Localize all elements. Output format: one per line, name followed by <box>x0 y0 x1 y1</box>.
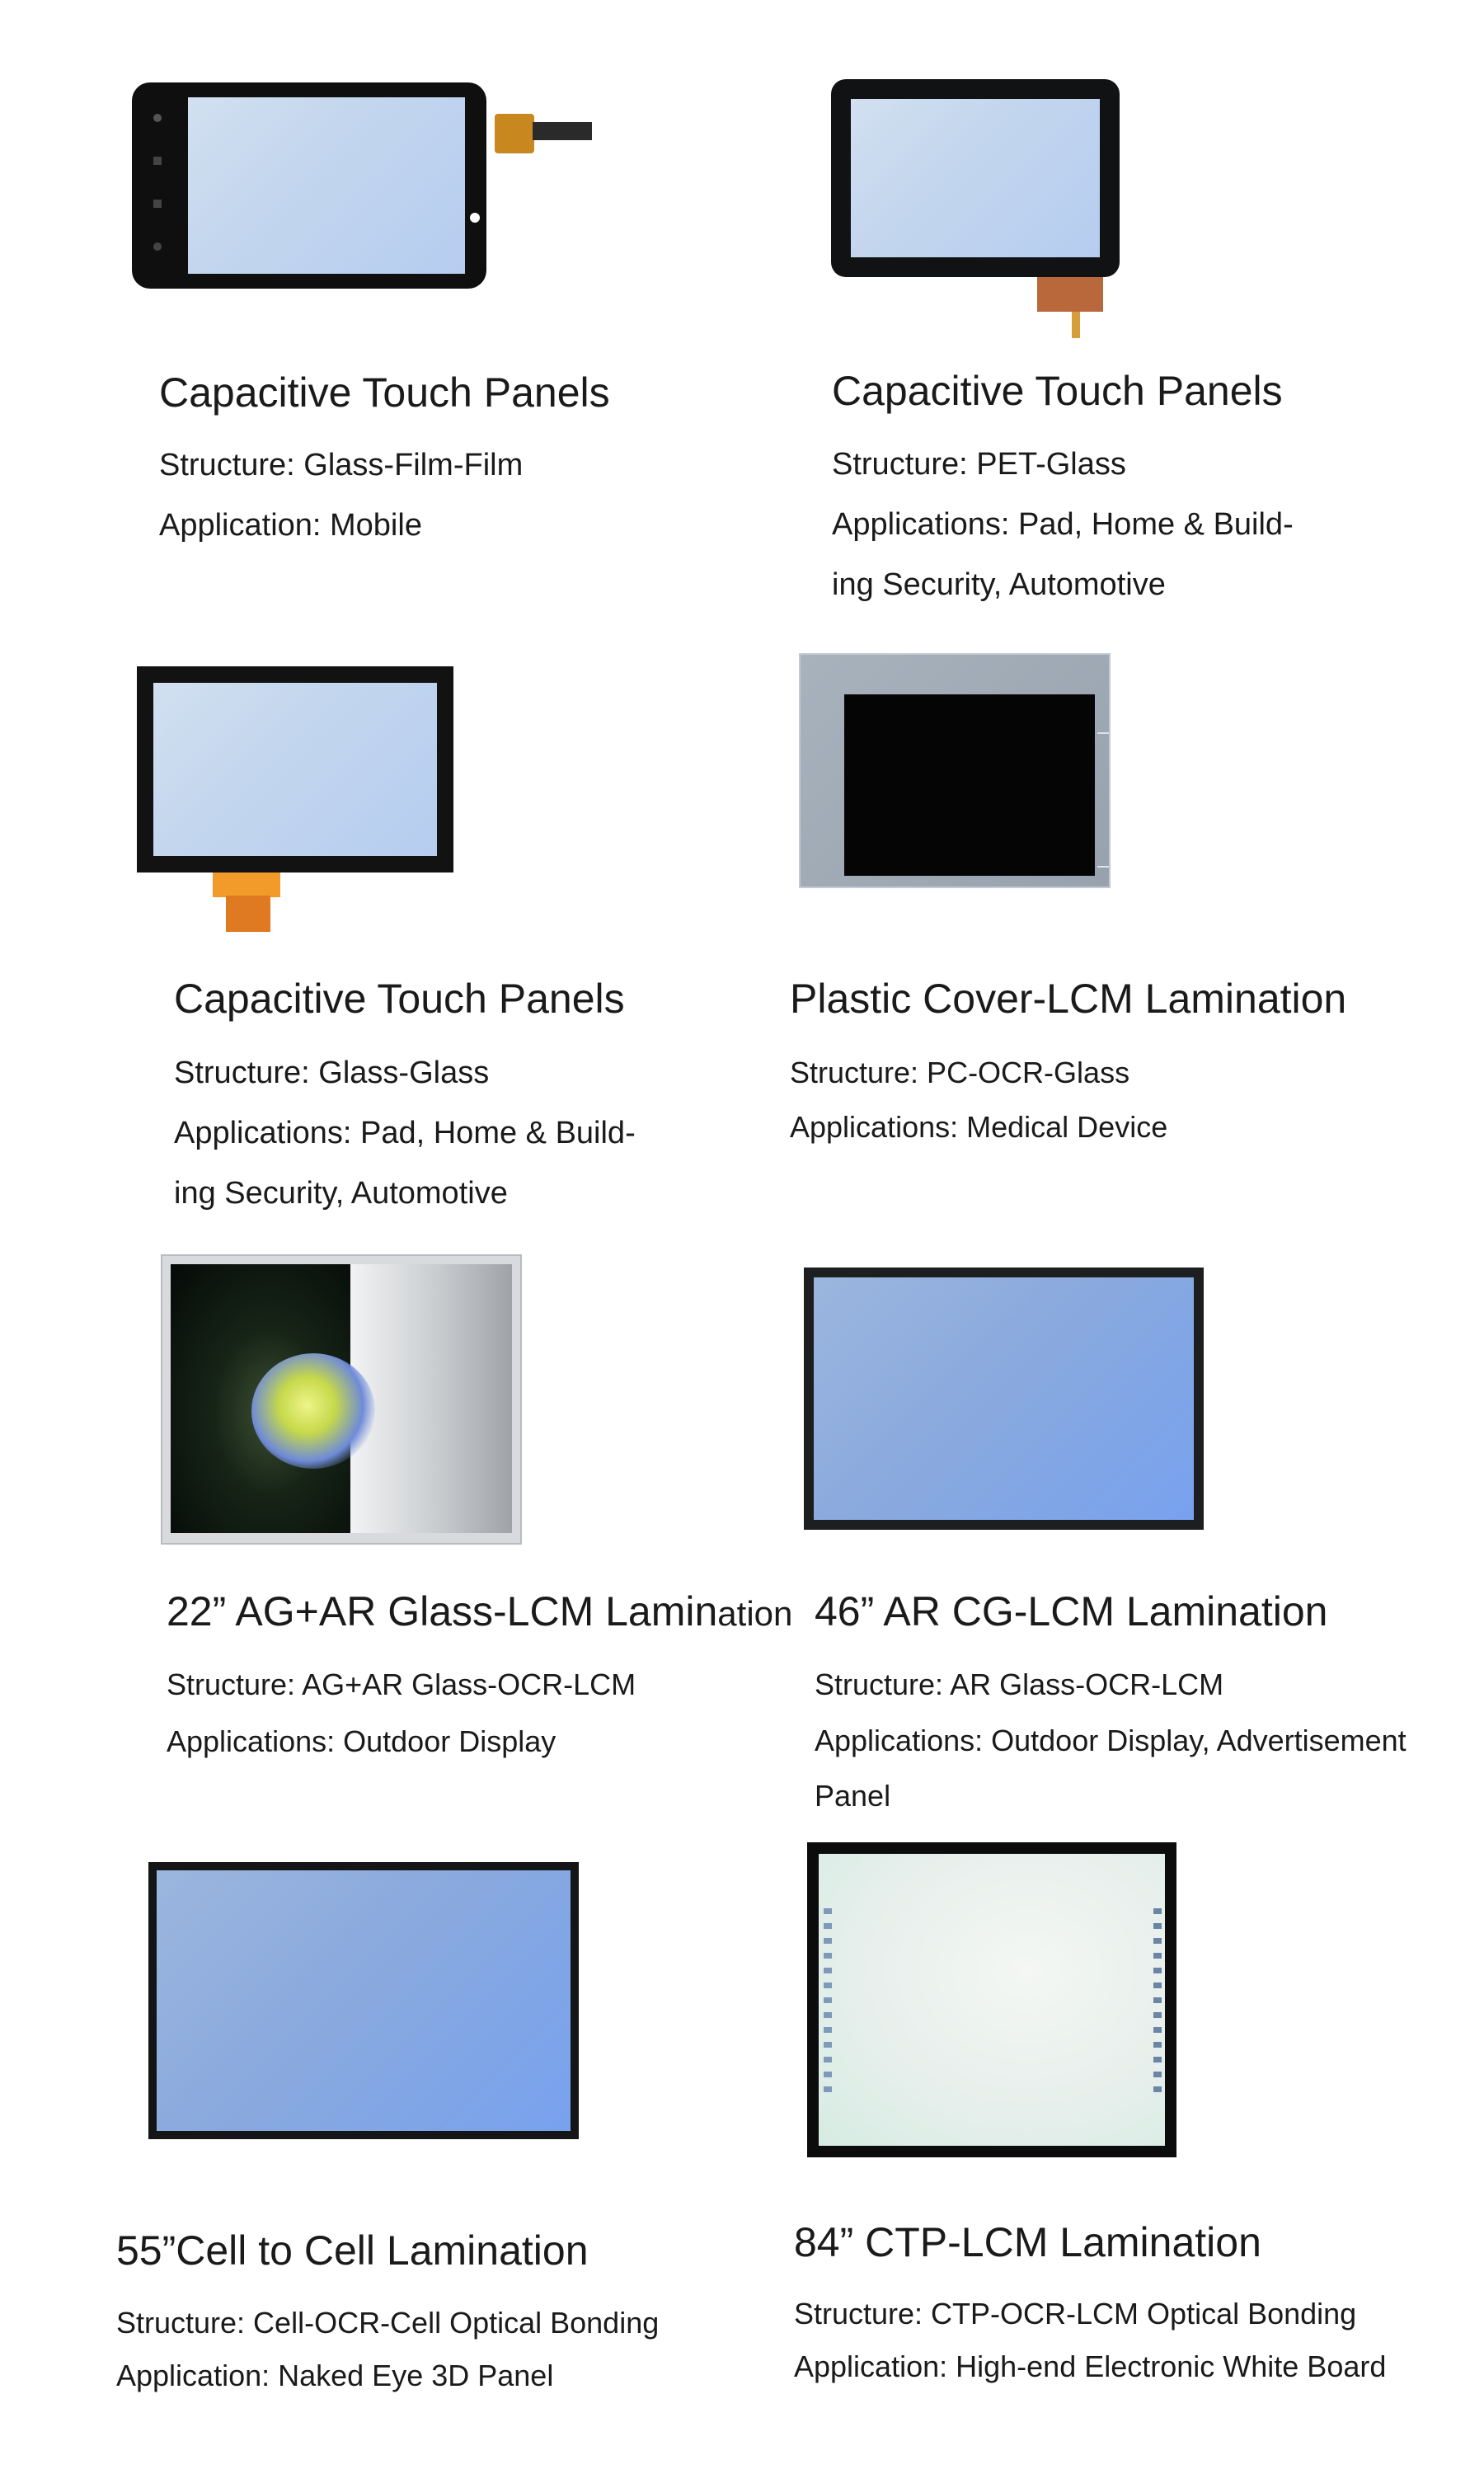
product-title: 84” CTP-LCM Lamination <box>794 2219 1261 2265</box>
product-structure: Structure: PET-Glass <box>832 447 1126 482</box>
product-title <box>167 1587 792 1635</box>
product-application-cont: ing Security, Automotive <box>174 1176 508 1211</box>
product-image-tablet-touch-panel <box>831 79 1120 347</box>
product-structure: Structure: Glass-Film-Film <box>159 448 524 482</box>
fpc-tail <box>1037 277 1103 312</box>
product-application: Applications: Medical Device <box>790 1110 1168 1144</box>
product-application: Application: Mobile <box>159 508 422 543</box>
product-image-glass-touch-panel <box>137 666 453 932</box>
panel-screen <box>153 683 437 856</box>
product-image-cell-to-cell <box>148 1862 579 2139</box>
fpc-tail <box>213 872 280 897</box>
lcm-screen <box>844 694 1095 876</box>
product-image-plastic-cover-lcm <box>799 653 1111 888</box>
product-title: 55”Cell to Cell Lamination <box>116 2227 589 2274</box>
product-title: Capacitive Touch Panels <box>832 368 1283 414</box>
product-structure: Structure: Glass-Glass <box>174 1056 490 1090</box>
toolbar-right-icons <box>1153 1908 1162 2098</box>
product-structure: Structure: CTP-OCR-LCM Optical Bonding <box>794 2297 1357 2331</box>
fpc-connector <box>495 114 534 153</box>
fpc-neck <box>226 896 270 932</box>
product-application: Applications: Pad, Home & Build- <box>832 507 1294 542</box>
product-application: Applications: Outdoor Display, Advertisement <box>815 1724 1407 1757</box>
cover-edge-marks <box>1097 732 1109 868</box>
product-title: 46” AR CG-LCM Lamination <box>815 1588 1328 1634</box>
flower-image <box>251 1353 375 1469</box>
product-application-cont: ing Security, Automotive <box>832 567 1166 602</box>
display-screen <box>157 1870 571 2131</box>
home-button-icon <box>470 213 480 223</box>
product-title: Capacitive Touch Panels <box>159 369 610 416</box>
display-screen-glare-half <box>350 1264 512 1533</box>
product-application: Applications: Pad, Home & Build- <box>174 1116 636 1150</box>
product-title-main: 22” AG+AR Glass-LCM Lamin <box>167 1588 718 1634</box>
product-application: Application: High-end Electronic White Board <box>794 2349 1387 2383</box>
product-title-tail: ation <box>717 1594 793 1633</box>
display-screen <box>814 1277 1194 1520</box>
fpc-lead <box>1072 312 1080 338</box>
product-image-ar-cg-lcm <box>804 1268 1204 1530</box>
product-structure: Structure: AG+AR Glass-OCR-LCM <box>167 1667 636 1701</box>
toolbar-left-icons <box>824 1908 832 2098</box>
panel-screen <box>851 99 1100 257</box>
product-structure: Structure: AR Glass-OCR-LCM <box>815 1667 1224 1701</box>
fpc-tail <box>533 122 592 140</box>
product-application-cont: Panel <box>815 1779 891 1813</box>
display-screen <box>819 1854 1165 2146</box>
product-structure: Structure: Cell-OCR-Cell Optical Bonding <box>116 2306 660 2340</box>
product-structure: Structure: PC-OCR-Glass <box>790 1056 1130 1089</box>
panel-screen <box>188 97 465 274</box>
side-icons <box>153 107 165 264</box>
product-title: Plastic Cover-LCM Lamination <box>790 976 1347 1022</box>
product-application: Application: Naked Eye 3D Panel <box>116 2359 554 2392</box>
product-image-ag-ar-glass-lcm <box>161 1254 522 1545</box>
product-application: Applications: Outdoor Display <box>167 1724 556 1758</box>
product-image-ctp-whiteboard <box>807 1842 1176 2157</box>
product-title: Capacitive Touch Panels <box>174 976 625 1022</box>
product-image-phone-touch-panel <box>132 82 594 289</box>
